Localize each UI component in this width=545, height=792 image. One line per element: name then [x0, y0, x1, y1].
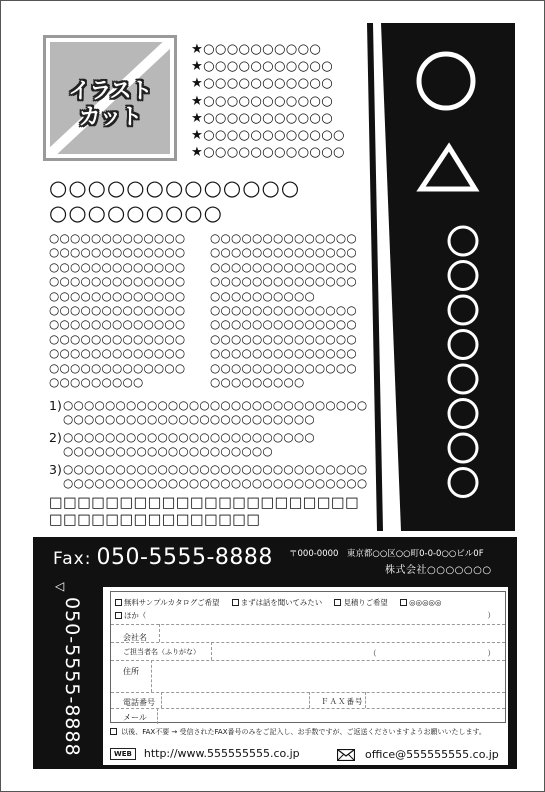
body-line: ○○○○○○○○○○○○○: [49, 259, 186, 274]
address-field-label: 住所: [123, 667, 139, 676]
body-column-right: [210, 231, 357, 389]
body-line: ○○○○○○○○○○○○○○: [210, 274, 357, 289]
furigana-paren-open: （: [369, 649, 377, 658]
body-line: ○○○○○○○○○○○○○○: [210, 346, 357, 361]
email-row: [337, 748, 499, 761]
headline: [49, 176, 300, 226]
divider: [111, 624, 505, 625]
body-line: ○○○○○○○○○○○○○: [49, 317, 186, 332]
square-line: □□□□□□□□□□□□□□□: [49, 512, 261, 528]
item-line: ○○○○○○○○○○○○○○○○○○○○○○○○: [63, 411, 315, 426]
vertical-fax: [35, 577, 83, 767]
envelope-icon: [337, 749, 355, 761]
mail-field-label: メール: [123, 713, 147, 722]
item-line: ○○○○○○○○○○○○○○○○○○○○○○○○: [63, 430, 315, 444]
body-line: ○○○○○○○○○○: [210, 288, 315, 303]
checkbox[interactable]: [110, 728, 117, 735]
option-other-symbol[interactable]: ◎◎◎◎◎: [400, 598, 441, 607]
company-field-label: 会社名: [123, 633, 147, 642]
divider: [211, 642, 212, 660]
option-other[interactable]: [115, 610, 146, 621]
no-fax-note: 以後、FAX不要 → 受信されたFAX番号のみをご記入し、お手数ですが、ご返送くださいますようお願いいたします。: [121, 728, 486, 736]
headline-line1: ○○○○○○○○○○○○○: [49, 176, 301, 200]
checkbox[interactable]: [232, 599, 239, 606]
divider: [157, 708, 158, 724]
divider: [151, 660, 152, 692]
option-estimate[interactable]: 見積りご希望: [334, 598, 387, 607]
illustration-label-line1: イラスト: [68, 79, 152, 104]
other-paren-close: ）: [487, 611, 495, 620]
form-box: [110, 591, 506, 723]
fax-line: [53, 545, 273, 570]
body-line: ○○○○○○○○○: [210, 375, 305, 390]
person-field-label: ご担当者名（ふりがな）: [123, 648, 200, 656]
body-line: ○○○○○○○○○: [49, 375, 144, 390]
body-line: ○○○○○○○○○○○○○○: [210, 245, 357, 260]
body-line: ○○○○○○○○○○○○○: [49, 360, 186, 375]
option-talk-first[interactable]: まずは話を聞いてみたい: [232, 598, 322, 607]
divider: [111, 692, 505, 693]
body-line: ○○○○○○○○○○○○○○: [210, 331, 357, 346]
vertical-fax-number: 050-5555-8888: [61, 597, 83, 757]
furigana-paren-close: ）: [487, 649, 495, 658]
star-item: ★○○○○○○○○○○○: [191, 110, 333, 126]
company-address: 〒000-0000 東京都○○区○○町0-0-0○○ビル0F: [289, 549, 484, 559]
body-line: ○○○○○○○○○○○○○○: [210, 231, 357, 245]
star-item: ★○○○○○○○○○○○○: [191, 145, 345, 161]
divider: [161, 692, 162, 708]
divider: [365, 692, 366, 708]
body-line: ○○○○○○○○○○○○○: [49, 331, 186, 346]
body-line: ○○○○○○○○○○○○○○: [210, 259, 357, 274]
body-line: ○○○○○○○○○○○○○○: [210, 303, 357, 318]
item-line: ○○○○○○○○○○○○○○○○○○○○○○○○○○○○○: [63, 475, 368, 490]
body-line: ○○○○○○○○○○○○○: [49, 274, 186, 289]
star-item: ★○○○○○○○○○○○: [191, 93, 333, 109]
fax-number: 050-5555-8888: [96, 545, 273, 570]
triangle-pointer-icon: ◁: [55, 579, 65, 593]
side-banner: [367, 23, 515, 531]
body-line: ○○○○○○○○○○○○○○: [210, 317, 357, 332]
body-line: ○○○○○○○○○○○○○: [49, 245, 186, 260]
checkbox[interactable]: [115, 612, 122, 619]
numbered-item: [49, 463, 367, 490]
square-placeholder-text: [49, 495, 359, 529]
star-bullet-list: [191, 41, 345, 161]
body-line: ○○○○○○○○○○○○○: [49, 303, 186, 318]
body-line: ○○○○○○○○○○○○○: [49, 346, 186, 361]
other-label: ほか（: [124, 611, 147, 620]
star-item: ★○○○○○○○○○○: [191, 42, 322, 57]
option-row: [115, 597, 451, 608]
checkbox[interactable]: [334, 599, 341, 606]
banner-stripe: [367, 23, 383, 531]
email-address[interactable]: office@555555555.co.jp: [365, 748, 499, 761]
headline-line2: ○○○○○○○○○: [49, 201, 223, 225]
fax-field-label: ＦＡＸ番号: [321, 697, 364, 706]
banner-graphic: [367, 23, 515, 531]
item-line: ○○○○○○○○○○○○○○○○○○○○○○○○○○○○○: [63, 398, 368, 412]
website-url[interactable]: http://www.555555555.co.jp: [143, 747, 300, 760]
no-fax-option[interactable]: [110, 727, 486, 737]
item-number: 1): [49, 398, 62, 413]
item-number: 2): [49, 430, 62, 445]
reply-form: [103, 587, 508, 765]
numbered-list: [49, 399, 367, 495]
fax-label: Fax:: [53, 549, 92, 569]
body-line: ○○○○○○○○○○○○○○: [210, 360, 357, 375]
item-number: 3): [49, 462, 62, 477]
illustration-placeholder: [43, 35, 177, 161]
illustration-label-line2: カット: [78, 105, 142, 130]
option-sample-catalog[interactable]: 無料サンプルカタログご希望: [115, 598, 219, 607]
divider: [111, 660, 505, 661]
star-item: ★○○○○○○○○○○○: [191, 59, 333, 75]
divider: [111, 642, 505, 643]
square-line: □□□□□□□□□□□□□□□□□□□□□□: [49, 495, 360, 511]
numbered-item: [49, 399, 367, 426]
item-line: ○○○○○○○○○○○○○○○○○○○○○○○○○○○○○: [63, 462, 368, 476]
divider: [159, 624, 160, 642]
company-name: 株式会社○○○○○○○: [385, 565, 492, 576]
body-column-left: [49, 231, 185, 389]
item-line: ○○○○○○○○○○○○○○○○○○○○: [63, 443, 273, 458]
divider: [309, 692, 310, 708]
body-line: ○○○○○○○○○○○○○: [49, 231, 186, 245]
website-row: [110, 747, 300, 760]
phone-field-label: 電話番号: [123, 698, 155, 707]
divider: [111, 708, 505, 709]
checkbox[interactable]: [400, 599, 407, 606]
web-badge: WEB: [110, 748, 136, 760]
checkbox[interactable]: [115, 599, 122, 606]
numbered-item: [49, 431, 367, 458]
star-item: ★○○○○○○○○○○○: [191, 76, 333, 92]
star-item: ★○○○○○○○○○○○○: [191, 128, 345, 144]
body-line: ○○○○○○○○○○○○○: [49, 288, 186, 303]
